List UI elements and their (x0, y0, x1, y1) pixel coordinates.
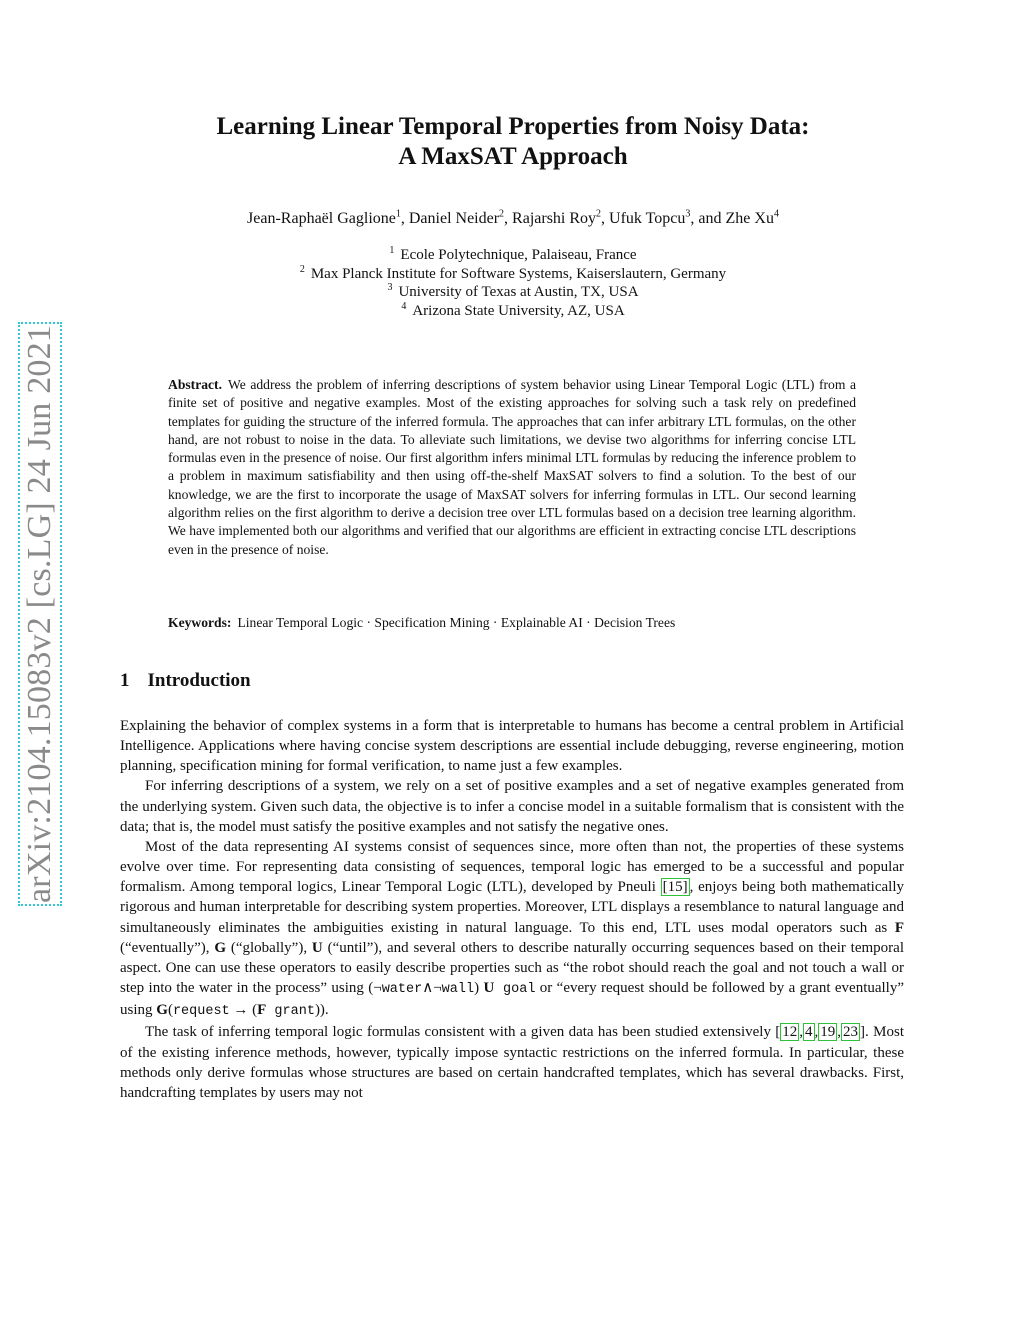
intro-paragraph-4: The task of inferring temporal logic formulas consistent with a given data has been studied extensively [ 12 , 4 , 19 , 23 ]. Most of the existing inference methods, however, typically impose syntactic restrictions on the inferred formula. In particular, these methods only derive formulas whose structures are based on certain handcrafted templates, which has several drawbacks. First, handcrafting templates by users may not (120, 1024, 904, 1101)
section-number: 1 (120, 670, 130, 691)
author-list (120, 208, 906, 230)
keywords (168, 614, 856, 632)
affiliation-text: University of Texas at Austin, TX, USA (398, 284, 639, 300)
paper-title (120, 112, 906, 172)
formula-atom: request (172, 1004, 230, 1020)
abstract-label: Abstract. (168, 377, 222, 392)
citation-link[interactable]: [15] (662, 879, 688, 896)
operator-g: G (214, 939, 227, 956)
author-affil-mark: 1 (395, 208, 401, 220)
author-affil-mark: 4 (773, 208, 779, 220)
affiliation-text: Max Planck Institute for Software Systems, Kaiserslautern, Germany (310, 265, 727, 282)
citation-link[interactable]: 12 (782, 1024, 798, 1041)
introduction-body (120, 716, 904, 1103)
section-title: Introduction (147, 670, 251, 691)
intro-paragraph-1: Explaining the behavior of complex systems in a form that is interpretable to humans has become a central problem in Artificial Intelligence. Applications where having concise system descriptions are essential include debugging, reverse engineering, motion planning, specification mining for formal verification, to name just a few examples. (120, 718, 904, 775)
text-run: (“until”), and several others to describe naturally occurring sequences based on their temporal aspect. One can use these operators to easily describe properties such as “the robot should reach the goal and not touch a wall or step into the water in the process” using (120, 939, 904, 997)
text-run: . Most of the existing inference methods, however, typically impose syntactic restrictions on the inferred formula. In particular, these methods only derive formulas whose structures are based on certain handcrafted templates, which has several drawbacks. First, handcrafting templates by users may not (120, 1024, 904, 1101)
author-affil-mark: 2 (596, 208, 602, 220)
formula-operator: G (156, 1002, 168, 1019)
formula-operator: F (257, 1002, 267, 1019)
abstract-text: We address the problem of inferring descriptions of system behavior using Linear Temporal Logic (LTL) from a finite set of positive and negative examples. Most of the existing approaches for solving such a task rely on predefined templates for guiding the structure of the inferred formula. The approaches that can infer arbitrary LTL formulas, on the other hand, are not robust to noise in the data. To alleviate such limitations, we devise two algorithms for inferring concise LTL formulas even in the presence of noise. Our first algorithm infers minimal LTL formulas by reducing the inference problem to a problem in maximum satisfiability and then using off-the-shelf MaxSAT solvers to find a solution. To the best of our knowledge, we are the first to incorporate the usage of MaxSAT solvers for inferring formulas in LTL. Our second learning algorithm relies on the first algorithm to derive a decision tree over LTL formulas based on a decision tree learning algorithm. We have implemented both our algorithms and verified that our algorithms are efficient in extracting concise LTL descriptions even in the presence of noise. (168, 377, 856, 557)
author-name: Zhe Xu (725, 210, 774, 227)
text-run: The task of inferring temporal logic formulas consistent with a given data has been studied extensively (145, 1024, 776, 1041)
affiliation-number: 1 (389, 245, 395, 256)
author-name: Daniel Neider (408, 210, 500, 227)
author-separator: , and (690, 210, 726, 227)
text-run: Most of the data representing AI systems consist of sequences since, more often than not, the properties of these systems evolve over time. For representing data consisting of sequences, temporal logic has emerged to be a successful and popular formalism. Among temporal logics, Linear Temporal Logic (LTL), developed by Pneuli (120, 838, 904, 896)
author-separator: , (601, 210, 610, 227)
formula-atom: goal (494, 982, 536, 998)
section-heading (120, 670, 251, 692)
formula-operator: U (483, 980, 495, 997)
affiliation (120, 246, 906, 265)
text-run: , enjoys being both mathematically rigorous and human interpretable for describing system properties. Moreover, LTL displays a resemblance to natural language and simultaneously eliminates the ambiguities existing in natural language. To this end, LTL uses modal operators such as (120, 879, 904, 936)
formula-part: ) (474, 980, 484, 997)
formula-atom: water (381, 982, 423, 998)
affiliation-number: 3 (387, 282, 393, 293)
author-affil-mark: 2 (499, 208, 505, 220)
operator-f: F (894, 919, 904, 936)
text-run: or “every request should be followed by a grant eventually” using (120, 980, 905, 1019)
affiliation-list (120, 246, 906, 320)
author-name: Ufuk Topcu (609, 210, 686, 227)
intro-paragraph-2: For inferring descriptions of a system, we rely on a set of positive examples and a set of negative examples generated from the underlying system. Given such data, the objective is to infer a concise model in a suitable formalism that is consistent with the data; that is, the model must satisfy the positive examples and not satisfy the negative ones. (120, 778, 904, 835)
citation-bracket: ] (860, 1024, 866, 1041)
author-name: Rajarshi Roy (512, 210, 597, 227)
title-line-2: A MaxSAT Approach (398, 143, 628, 170)
keywords-text: Linear Temporal Logic · Specification Mining · Explainable AI · Decision Trees (237, 615, 676, 630)
formula-atom: wall (441, 982, 475, 998)
text-run: (“globally”), (226, 939, 312, 956)
formula-part: )). (314, 1002, 329, 1019)
text-run: (“eventually”), (120, 939, 215, 956)
author-separator: , (504, 210, 513, 227)
arxiv-identifier-box (18, 322, 62, 906)
author-affil-mark: 3 (685, 208, 691, 220)
formula-part: ∧¬ (422, 980, 442, 997)
keywords-label: Keywords: (168, 615, 232, 630)
citation-link[interactable]: 23 (843, 1024, 859, 1041)
affiliation (120, 265, 906, 284)
formula-part: (¬ (368, 980, 382, 997)
arxiv-identifier: arXiv:2104.15083v2 [cs.LG] 24 Jun 2021 (21, 325, 59, 903)
affiliation-text: Arizona State University, AZ, USA (412, 302, 625, 319)
author-separator: , (400, 210, 409, 227)
abstract (168, 376, 856, 559)
operator-u: U (311, 939, 323, 956)
citation-link[interactable]: 4 (805, 1024, 813, 1041)
affiliation-number: 2 (299, 263, 305, 275)
formula-atom: grant (266, 1004, 315, 1020)
citation-bracket: [ (775, 1024, 781, 1041)
formula-part: → ( (229, 1002, 258, 1019)
affiliation (120, 283, 906, 302)
affiliation-number: 4 (401, 300, 407, 312)
affiliation-text: Ecole Polytechnique, Palaiseau, France (400, 247, 637, 263)
affiliation (120, 302, 906, 321)
formula-part: ( (167, 1002, 173, 1019)
author-name: Jean-Raphaël Gaglione (247, 210, 396, 227)
citation-link[interactable]: 19 (820, 1024, 836, 1041)
title-line-1: Learning Linear Temporal Properties from Noisy Data: (216, 113, 810, 140)
intro-paragraph-3 (120, 837, 904, 1022)
